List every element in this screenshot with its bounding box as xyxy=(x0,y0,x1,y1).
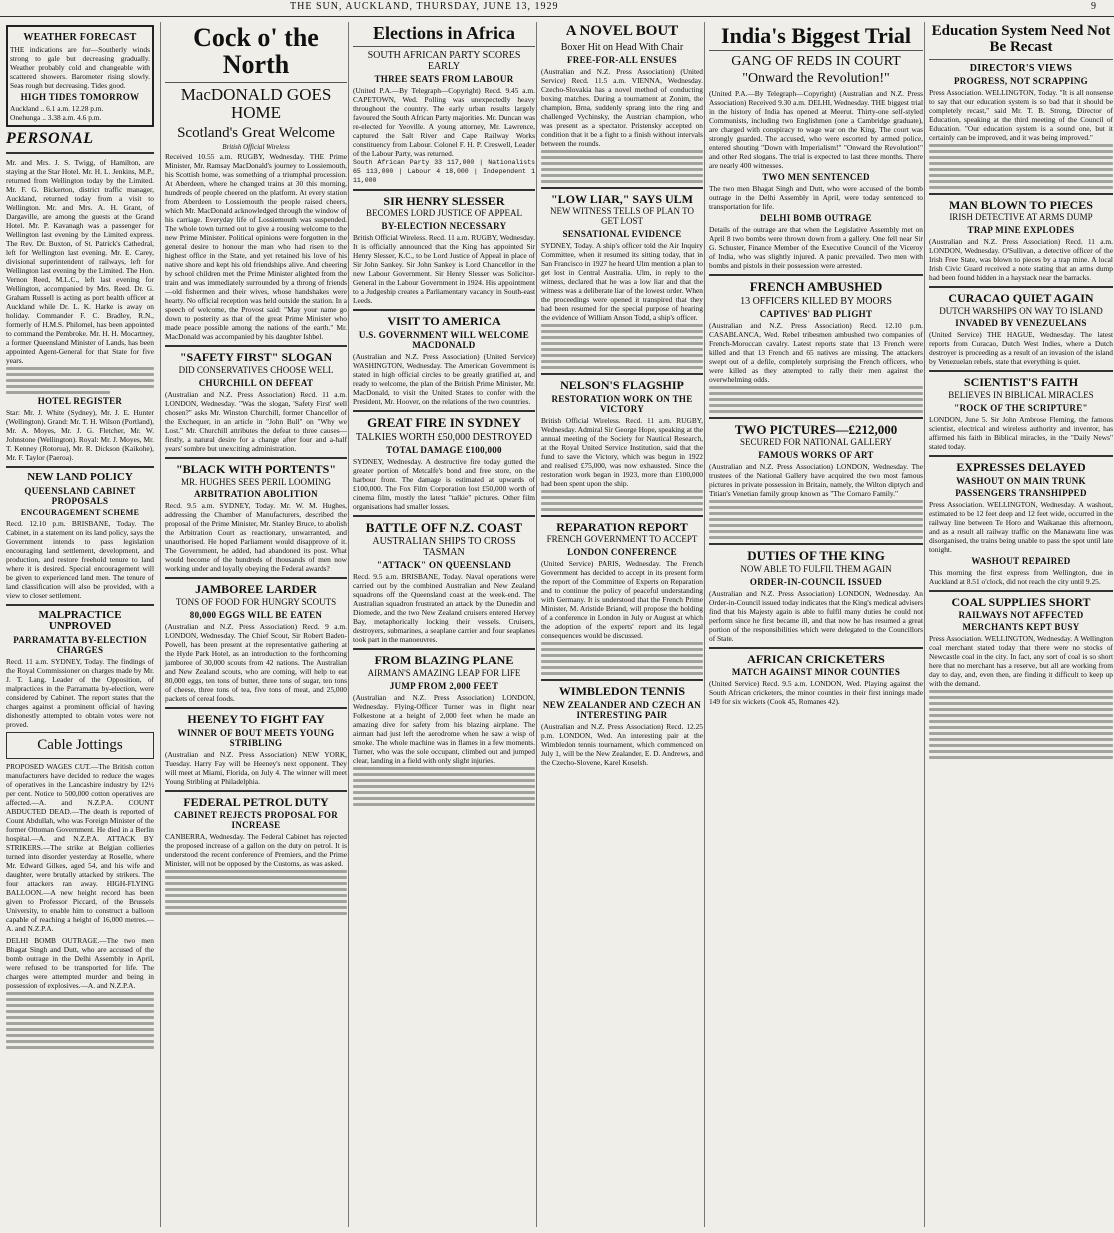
elections-table: South African Party 33 117,000 | Nationalists 65 113,000 | Labour 4 18,000 | Independent 1 11,000 xyxy=(353,158,535,184)
low-liar-headline: "LOW LIAR," SAYS ULM xyxy=(550,191,694,206)
visit-america-text: (Australian and N.Z. Press Association) (United Service) WASHINGTON, Wednesday. The American Government is stated in high official circles to be greatly gratified at, and ready to welcome, the plan of the British Prime Minister, Mr. MacDonald, to visit the United States to confer with the President, Mr. Hoover, on the relations of the two countries. xyxy=(353,351,535,406)
malpractice-text: Recd. 11 a.m. SYDNEY, Today. The findings of the Royal Commissioner on charges made by Mr. J. T. Lang, Leader of the Opposition, of malpractices in the Parramatta by-election, were considered by Cabinet. The report states that the charges against a prominent official of having dishonestly attempted to obtain votes were not proved. xyxy=(6,656,154,729)
slesser-sub2: BY-ELECTION NECESSARY xyxy=(381,221,507,232)
blazing-plane-sub: AIRMAN'S AMAZING LEAP FOR LIFE xyxy=(367,667,521,678)
column-6 xyxy=(924,22,1113,1227)
reparation-sub: FRENCH GOVERNMENT TO ACCEPT xyxy=(546,534,698,545)
india-trial-headline: India's Biggest Trial xyxy=(721,23,911,48)
safety-first-headline: "SAFETY FIRST" SLOGAN xyxy=(179,350,333,365)
cock-north-headline: Cock o' the North xyxy=(193,23,319,80)
slesser-text: British Official Wireless. Recd. 11 a.m. RUGBY, Wednesday. It is officially announced that the King has appointed Sir Henry Slesser, K.C., to be Lord Justice of Appeal in place of Sir John Sankey. Sir John Sankey is Lord Chancellor in the new Labour Government. Sir Henry Slesser was Solicitor-General in the Labour Government in 1924. His appointment to a Judgeship creates a Parliamentary vacancy in South-east Leeds. xyxy=(353,233,535,306)
two-pictures-text: (Australian and N.Z. Press Association) LONDON, Wednesday. The trustees of the National Gallery have acquired the two most famous pictures in private possession in Britain, namely, the Wilton diptych and Titian's Venetian family group known as "The Cornaro Family." xyxy=(709,462,923,499)
education-continued xyxy=(929,144,1113,189)
french-ambushed-sub2: CAPTIVES' BAD PLIGHT xyxy=(759,308,873,319)
tide-onehunga: Onehunga .. 3.38 a.m. 4.6 p.m. xyxy=(10,113,102,122)
heeney-headline: HEENEY TO FIGHT FAY xyxy=(187,711,325,726)
wimbledon-sub: NEW ZEALANDER AND CZECH AN INTERESTING PAIR xyxy=(542,699,702,720)
novel-bout-continued xyxy=(541,150,703,183)
petrol-sub: CABINET REJECTS PROPOSAL FOR INCREASE xyxy=(173,810,338,831)
elections-sub: SOUTH AFRICAN PARTY SCORES EARLY xyxy=(367,49,521,72)
macdonald-subhead: MacDONALD GOES HOME xyxy=(180,84,332,123)
india-trial-text: (United P.A.—By Telegraph—Copyright) (Australian and N.Z. Press Association) Received 9.30 a.m. DELHI, Wednesday. THE biggest trial in the history of India has opened at Meerut. Thirty-one self-styled Communists, including two Englishmen (one a Cambridge graduate), are charged with conspiracy to wage war on the King. The court was strongly guarded. The accused, who were escorted by armed police, entered shouting "Down with Imperialism!" "Onward the Revolution!" and other Red slogans. The trial is expected to last three months. There are nearly 400 witnesses. xyxy=(709,88,923,170)
coal-text: Press Association. WELLINGTON, Wednesday. A Wellington coal merchant stated today that there were no stocks of Newcastle coal in the city. In fact, any sort of coal is so short here that no merchant has a reserve, but all are working from day to day, and, even then, are finding it difficult to keep up with the demand. xyxy=(929,634,1113,689)
education-sub: DIRECTOR'S VIEWS xyxy=(969,62,1073,74)
jamboree-text: (Australian and N.Z. Press Association) Recd. 9 a.m. LONDON, Wednesday. The Chief Scout, Sir Robert Baden-Powell, has been present at the representative gathering at the Hyde Park Hotel, as an introduction to the forthcoming jamboree of 30,000 scouts from 42 nations. The Australian and New Zealand scouts, who are coming, will help to eat 80,000 eggs, ten tons of butter, three tons of sugar, ten tons of cheese, three tons of tea, five tons of meat, and 25,000 packets of cereal foods. xyxy=(165,621,347,703)
heeney-text: (Australian and N.Z. Press Association) NEW YORK, Tuesday. Harry Fay will be Heeney's next opponent. They will meet at Miami, Florida, on July 4. The winner will meet Young Stribling at Philadelphia. xyxy=(165,749,347,786)
slesser-headline: SIR HENRY SLESSER xyxy=(383,193,505,208)
washout-repaired-text: This morning the first express from Wellington, due in Auckland at 8.51 o'clock, did not reach the city until 9.25. xyxy=(929,567,1113,586)
nelson-flagship-headline: NELSON'S FLAGSHIP xyxy=(560,378,684,393)
malpractice-headline: MALPRACTICE UNPROVED xyxy=(38,608,122,633)
masthead-title: THE SUN, AUCKLAND, THURSDAY, JUNE 13, 1929 xyxy=(290,1,559,12)
safety-first-sub: DID CONSERVATIVES CHOOSE WELL xyxy=(178,365,334,376)
education-sub2: PROGRESS, NOT SCRAPPING xyxy=(953,75,1088,86)
portents-headline: "BLACK WITH PORTENTS" xyxy=(175,461,337,476)
man-blown-sub: IRISH DETECTIVE AT ARMS DUMP xyxy=(949,212,1093,223)
two-men-text: The two men Bhagat Singh and Dutt, who were accused of the bomb outrage in the Delhi Assembly in April, were today sentenced to transportation for life. xyxy=(709,183,923,211)
weather-text: THE indications are for—Southerly winds strong to gale but decreasing gradually. Weather probably cold and changeable with scattered showers. Barometer rising slowly. Seas rough but decreasing. Tides good. xyxy=(10,45,150,90)
reparation-continued xyxy=(541,642,703,675)
man-blown-sub2: TRAP MINE EXPLODES xyxy=(967,224,1075,235)
low-liar-sub2: SENSATIONAL EVIDENCE xyxy=(562,229,682,240)
african-cricketers-text: (United Service) Recd. 9.5 a.m. LONDON, Wed. Playing against the South African cricketers, the minor counties in their first innings made 149 for six wickets (Cook 45, Romanes 42). xyxy=(709,679,923,707)
battle-text: Recd. 9.5 a.m. BRISBANE, Today. Naval operations were carried out by the combined Australian and New Zealand squadrons off the Queensland coast at the week-end. The Australian squadron frustrated an attack by the Dunedin and Diomede, and the two New Zealand cruisers entered Hervey Bay, metaphorically locking their vessels. Cruisers, destroyers, submarines, a seaplane carrier and four seaplanes took part in the manoeuvres. xyxy=(353,572,535,645)
jamboree-sub2: 80,000 EGGS WILL BE EATEN xyxy=(189,609,323,620)
cable-jottings-box xyxy=(6,732,154,760)
coal-sub2: MERCHANTS KEPT BUSY xyxy=(962,622,1080,633)
elections-sub2: THREE SEATS FROM LABOUR xyxy=(374,73,514,84)
education-text: Press Association. WELLINGTON, Today. "It is all nonsense to say that our education system is so bad that it should be completely recast," said Mr. T. B. Strong, Director of Education, speaking at the third meeting of the Council of Education. "Our education system is a sound one, but it certainly can be improved, and it was being improved." xyxy=(929,87,1113,142)
india-trial-sub: GANG OF REDS IN COURT xyxy=(731,54,901,70)
reparation-text: (United Service) PARIS, Wednesday. The French Government has decided to accept in its present form the report of the Committee of Experts on Reparation and to continue the policy of peaceful understanding with Germany. It is understood that the French Prime Minister, M. Aristide Briand, will propose the holding of a conference in London in July or August at which the adoption of the experts' report and its legal consequences would be discussed. xyxy=(541,559,703,641)
reparation-sub2: LONDON CONFERENCE xyxy=(567,547,677,558)
personal-text-continued xyxy=(6,367,154,394)
washout-repaired-head: WASHOUT REPAIRED xyxy=(971,555,1071,566)
duties-king-text: (Australian and N.Z. Press Association) LONDON, Wednesday. An Order-in-Council issued today indicates that the King's medical advisers find that his Majesty again is able to fulfil many duties he could not perform since he first became ill, and that now he has resumed a great portion of the responsibilities which were delegated to the Councillors of State. xyxy=(709,588,923,643)
two-pictures-continued xyxy=(709,500,923,539)
land-policy-sub2: ENCOURAGEMENT SCHEME xyxy=(20,507,140,517)
french-ambushed-headline: FRENCH AMBUSHED xyxy=(749,278,883,294)
delhi-outrage-jotting: DELHI BOMB OUTRAGE.—The two men Bhagat Singh and Dutt, who are accused of the bomb outrage in the Delhi Assembly in April, were refused to be transported for life. The charges were attempted murder and being in possession of explosives.—A. and N.Z.P.A. xyxy=(6,936,154,991)
delhi-outrage-text: Details of the outrage are that when the Legislative Assembly met on April 8 two bombs were thrown down from a gallery. One fell near Sir G. Schuster, Finance Member of the Executive Council of the Viceroy of India, who was slightly injured. A panic prevailed. Two men with bombs and pistols in their possession were arrested. xyxy=(709,224,923,270)
novel-bout-sub: Boxer Hit on Head With Chair xyxy=(560,41,684,53)
column-1 xyxy=(6,22,154,1227)
fire-sydney-sub: TALKIES WORTH £50,000 DESTROYED xyxy=(355,431,533,443)
india-trial-sub2: "Onward the Revolution!" xyxy=(742,71,890,87)
petrol-text-continued xyxy=(165,870,347,915)
man-blown-headline: MAN BLOWN TO PIECES xyxy=(949,197,1093,212)
tide-auckland: Auckland .. 6.1 a.m. 12.28 p.m. xyxy=(10,104,104,113)
nelson-flagship-continued xyxy=(541,490,703,511)
french-ambushed-continued xyxy=(709,386,923,413)
education-headline: Education System Need Not Be Recast xyxy=(931,23,1111,55)
portents-sub2: ARBITRATION ABOLITION xyxy=(194,489,318,500)
slesser-sub: BECOMES LORD JUSTICE OF APPEAL xyxy=(365,208,523,219)
column-2 xyxy=(160,22,347,1227)
safety-first-text: (Australian and N.Z. Press Association) Recd. 11 a.m. LONDON, Wednesday. "Was the slogan, 'Safety First' well chosen?" asks Mr. Winston Churchill, former Chancellor of the Exchequer, in an article in "John Bull" on "Why we Lost." Mr. Churchill attributes the defeat to three causes—firstly, a natural desire for a change after four and a-half years' sombre but unexciting administration. xyxy=(165,389,347,453)
cable-jottings-title: Cable Jottings xyxy=(37,736,123,753)
african-cricketers-sub: MATCH AGAINST MINOR COUNTIES xyxy=(731,667,901,678)
cable-jottings-continued xyxy=(6,992,154,1049)
masthead xyxy=(0,0,1114,17)
novel-bout-headline: A NOVEL BOUT xyxy=(565,23,679,39)
malpractice-sub: PARRAMATTA BY-ELECTION CHARGES xyxy=(13,634,147,655)
blazing-plane-headline: FROM BLAZING PLANE xyxy=(374,653,514,668)
macdonald-dateline: British Official Wireless xyxy=(222,143,290,152)
fire-sydney-text: SYDNEY, Wednesday. A destructive fire today gutted the greater portion of Metcalfe's bond and free store, on the harbour front. The damage is estimated at upwards of £100,000. The Fox Film Corporation lost £50,000 worth of cinema film, mostly the latest "talkie" pictures. Other film organisations had smaller losses. xyxy=(353,456,535,511)
battle-sub2: "ATTACK" ON QUEENSLAND xyxy=(376,560,512,571)
scientist-sub2: "ROCK OF THE SCRIPTURE" xyxy=(954,402,1088,413)
battle-sub: AUSTRALIAN SHIPS TO CROSS TASMAN xyxy=(372,536,516,559)
scientist-sub: BELIEVES IN BIBLICAL MIRACLES xyxy=(948,390,1094,401)
column-4 xyxy=(536,22,703,1227)
portents-text: Recd. 9.5 a.m. SYDNEY, Today. Mr. W. M. Hughes, addressing the Chamber of Manufacturers, described the proposal of the Prime Minister, Mr. Stanley Bruce, to abolish the Arbitration Court as reactionary, unwarranted, and unauthorised. He hoped Parliament would disapprove of it. The Government, he added, had abandoned its post. What would become of the hundreds of thousands of men now working under and loyally obeying the Federal awards? xyxy=(165,501,347,574)
expresses-delayed-headline: EXPRESSES DELAYED xyxy=(956,459,1086,474)
african-cricketers-headline: AFRICAN CRICKETERS xyxy=(747,651,885,666)
reparation-headline: REPARATION REPORT xyxy=(556,519,688,534)
scotland-subhead: Scotland's Great Welcome xyxy=(177,124,335,141)
duties-king-headline: DUTIES OF THE KING xyxy=(747,548,885,564)
low-liar-continued xyxy=(541,324,703,369)
weather-title: WEATHER FORECAST xyxy=(23,32,137,43)
expresses-delayed-sub: WASHOUT ON MAIN TRUNK xyxy=(956,475,1086,486)
man-blown-text: (Australian and N.Z. Press Association) Recd. 11 a.m. LONDON, Wednesday. O'Sullivan, a detective officer of the Irish Free State, was blown to pieces by a trap mine. A local Irish Civic Guard received a note stating that an arms dump had been found hidden in a haystack near the barracks. xyxy=(929,236,1113,282)
jamboree-headline: JAMBOREE LARDER xyxy=(195,582,317,597)
expresses-delayed-text: Press Association. WELLINGTON, Wednesday. A washout, estimated to be 12 feet deep and 12 feet wide, occurred in the railway line between Te Horo and Waikanae this afternoon, and as a result all railway traffic on the Manawatu line was disorganised, the trains being unable to pass the spot until late tonight. xyxy=(929,499,1113,554)
visit-america-sub: U.S. GOVERNMENT WILL WELCOME MACDONALD xyxy=(358,329,530,350)
elections-text: (United P.A.—By Telegraph—Copyright) Recd. 9.45 a.m. CAPETOWN, Wed. Polling was unexpectedly heavy throughout the country. The early urban results largely favoured the South African Party majorities. Mr. Duncan was re-elected for Yeoville. A young attorney, Mr. Lawrence, captured the Salt River and Cape Railway Works constituency from Labour. Colonel F. H. P. Creswell, Leader of the Labour Party, was returned. xyxy=(353,85,535,158)
low-liar-sub: NEW WITNESS TELLS OF PLAN TO GET LOST xyxy=(550,206,694,227)
personal-title: PERSONAL xyxy=(6,130,94,147)
nelson-flagship-sub: RESTORATION WORK ON THE VICTORY xyxy=(551,393,693,414)
two-men-head: TWO MEN SENTENCED xyxy=(762,171,870,182)
nelson-flagship-text: British Official Wireless. Recd. 11 a.m. RUGBY, Wednesday. Admiral Sir George Hope, speaking at the annual meeting of the Society for Nautical Research, at the Royal United Service Institution, said that the fund to save the Victory, which was begun in 1922 and realised £75,000, was now exhausted. Since the restoration work began in 1923, more than £100,000 had been spent upon the ship. xyxy=(541,415,703,488)
column-3 xyxy=(348,22,535,1227)
column-5 xyxy=(704,22,923,1227)
novel-bout-sub2: FREE-FOR-ALL ENSUES xyxy=(567,54,677,65)
jamboree-sub: TONS OF FOOD FOR HUNGRY SCOUTS xyxy=(175,597,337,608)
duties-king-sub: NOW ABLE TO FULFIL THEM AGAIN xyxy=(740,563,892,574)
land-policy-headline: NEW LAND POLICY xyxy=(27,471,133,483)
petrol-text: CANBERRA, Wednesday. The Federal Cabinet has rejected the proposed increase of a gallon on the duty on petrol. It is understood the recent conference of Premiers, and the Prime Minister, will not be opposed by the Customs, as was asked. xyxy=(165,832,347,869)
two-pictures-sub: SECURED FOR NATIONAL GALLERY xyxy=(740,437,892,448)
hotel-register-title: HOTEL REGISTER xyxy=(37,396,123,406)
land-policy-sub: QUEENSLAND CABINET PROPOSALS xyxy=(24,485,136,506)
cable-jottings-text: PROPOSED WAGES CUT.—The British cotton manufacturers have decided to reduce the wages of operatives in the Lancashire industry by 12½ per cent. Notice to 500,000 cotton operatives are affected.—A. and N.Z.P.A. COUNT ABDUCTED DEAD.—The death is reported of Count Abdullah, who was Foreign Minister of the former Ottoman Government. He died in a Berlin hospital.—A. and N.Z.P.A. ATTACK BY STRIKERS.—The strike at Belgian collieries turned into disorder yesterday at Roselle, where Mr. Edward Gilkes, aged 54, and his wife and daughter, were brutally attacked by strikers. The four attackers ran away. HIGH-FLYING BALLOON.—A new height record has been given to Professor Piccard, of the Brussels University, to enable him to construct a balloon capable of reaching a height of 16,000 metres.—A. and N.Z.P.A. xyxy=(6,762,154,934)
land-policy-text: Recd. 12.10 p.m. BRISBANE, Today. The Cabinet, in a statement on its land policy, says the Government intends to pass legislation encouraging land settlement, development, and production, and restore freehold tenure to land where it is desired. Special encouragement will be given to experienced land men. The tenure of land classification will also be provided, with a view to closer settlement. xyxy=(6,518,154,600)
fire-sydney-sub2: TOTAL DAMAGE £100,000 xyxy=(386,444,502,455)
low-liar-text: SYDNEY, Today. A ship's officer told the Air Inquiry Committee, when it resumed its sitting today, that in San Francisco in 1927 he heard Ulm mention a plan to get lost in Central Australia. Ulm, in reply to the witness, declared that he was a low liar and that the witness was a deliberate liar of the lowest order. When the proceedings were opened it transpired that they had been resumed for the special purpose of hearing the evidence of William Anson Todd, a ship's officer. xyxy=(541,241,703,323)
expresses-delayed-sub2: PASSENGERS TRANSHIPPED xyxy=(955,487,1087,498)
scientist-headline: SCIENTIST'S FAITH xyxy=(963,375,1079,390)
duties-king-sub2: ORDER-IN-COUNCIL ISSUED xyxy=(749,576,883,587)
page-number: 9 xyxy=(1091,1,1096,12)
portents-sub: MR. HUGHES SEES PERIL LOOMING xyxy=(181,476,331,487)
french-ambushed-text: (Australian and N.Z. Press Association) Recd. 12.10 p.m. CASABLANCA, Wed. Rebel tribesmen ambushed two companies of French-Moroccan cavalry. Latest reports state that 13 French were killed and that 13 French and 65 natives are missing. The attackers swept out of a defile, completely surprising the French officers, who were killed as they attempted to rally their men against the overwhelming odds. xyxy=(709,320,923,384)
weather-forecast-box xyxy=(6,25,154,127)
personal-text: Mr. and Mrs. J. S. Twigg, of Hamilton, are staying at the Star Hotel. Mr. H. L. Jenkins, M.P., returned from Wellington today by the Limited. Mr. F. G. Bickerton, district traffic manager, Auckland, returned today from a visit to Wellington. Mr. and Mrs. A. H. Grant, of Dargaville, are among the guests at the Grand Hotel. Mr. P. Kavanagh was a passenger for Wellington last evening by the Limited express. The Rev. Dr. Buxton, of St. Patrick's Cathedral, left for Wellington last evening. Mr. E. Carey, divisional superintendent of railways, left for Wellington last evening by the Limited. The Hon. Vernon Reed, M.L.C., left last evening for Wellington, accompanied by Mrs. Reed. Dr. G. Graham Russell is acting as port health officer at Auckland while Dr. L. K. Harke is away on holiday. Commander F. C. Bradley, R.N., formerly of H.M.S. Philomel, has been appointed to command the Pembroke. Mr. H. H. Mocartney, a former Queensland Minister of Lands, has been appointed Agent-General for that State for five years. xyxy=(6,158,154,365)
two-pictures-sub2: FAMOUS WORKS OF ART xyxy=(758,450,874,461)
heeney-sub: WINNER OF BOUT MEETS YOUNG STRIBLING xyxy=(177,727,335,748)
petrol-headline: FEDERAL PETROL DUTY xyxy=(183,794,329,809)
macdonald-text: Received 10.55 a.m. RUGBY, Wednesday. THE Prime Minister, Mr. Ramsay MacDonald's journey to Lossiemouth, his Scottish home, was something of a triumphal procession. At Aberdeen, where he changed trains at 30 this morning, hundreds of people cheered on the platform. At every station from Aberdeen to Lossiemouth the people raised cheers, which Mr. MacDonald acknowledged through the window of his carriage. Everyday life of Lossiemouth was suspended. The whole town turned out to give a rousing welcome to the new Prime Minister. Political opinions were forgotten in the general desire to honour the man who had risen to the highest office in the State, and yet retained his love of his native shore and kept his old friendships alive. And cheering by school children met the Prime Minister alighted from the train and was immediately surrounded by a throng of friends—old fishermen and their wives, whose handshakes were hearty. No official reception was held outside the station. In a speech of welcome, the Provost said: "May your name go down to posterity as that of the great Prime Minister who made peace possible among the nations of the earth." Mr. MacDonald was accompanied by his daughter Ishbel. xyxy=(165,152,347,342)
safety-first-sub2: CHURCHILL ON DEFEAT xyxy=(198,377,314,388)
curacao-sub: DUTCH WARSHIPS ON WAY TO ISLAND xyxy=(939,305,1103,316)
coal-continued xyxy=(929,690,1113,759)
tides-title: HIGH TIDES TOMORROW xyxy=(20,92,140,102)
delhi-outrage-head: DELHI BOMB OUTRAGE xyxy=(760,212,872,223)
fire-sydney-headline: GREAT FIRE IN SYDNEY xyxy=(367,414,521,430)
scientist-text: LONDON, June 5. Sir John Ambrose Fleming, the famous scientist, electrical and wireless authority and inventor, has affirmed his faith in Biblical miracles, in the "Daily News" stated today. xyxy=(929,414,1113,451)
french-ambushed-sub: 13 OFFICERS KILLED BY MOORS xyxy=(740,295,892,307)
curacao-sub2: INVADED BY VENEZUELANS xyxy=(955,318,1087,329)
blazing-plane-text: (Australian and N.Z. Press Association) LONDON, Wednesday. Flying-Officer Turner was in flight near Folkestone at a height of 2,000 feet when he made an amazing dive for safety from his blazing airplane. The airman had just left the aerodrome when he saw a wisp of smoke. The whole machine was in flames in a few moments. Turner, who was the sole occupant, climbed out and jumped clear, landing in a field with only slight injuries. xyxy=(353,692,535,765)
wimbledon-headline: WIMBLEDON TENNIS xyxy=(558,684,686,699)
curacao-text: (United Service) THE HAGUE, Wednesday. The latest reports from Curacao, Dutch West Indies, where a Dutch destroyer is proceeding as a result of an invasion of the island by Venezuelan rebels, state that everything is quiet. xyxy=(929,330,1113,367)
elections-headline: Elections in Africa xyxy=(373,23,515,43)
curacao-headline: CURACAO QUIET AGAIN xyxy=(948,290,1094,305)
blazing-plane-sub2: JUMP FROM 2,000 FEET xyxy=(389,680,499,691)
hotel-register-text: Star: Mr. J. White (Sydney), Mr. J. E. Hunter (Wellington). Grand: Mr. T. H. Wilson (Portland), Mr. A. Moyes, Mr. J. G. Fletcher, Mr. W. Johnstone (Wellington). Royal: Mr. J. Moyes, Mr. T. Kenney (Rotorua), Mr. R. Dickson (Kaikohe), Mr. F. Taylor (Paeroa). xyxy=(6,408,154,462)
two-pictures-headline: TWO PICTURES—£212,000 xyxy=(734,421,898,437)
visit-america-headline: VISIT TO AMERICA xyxy=(387,314,501,329)
blazing-plane-continued xyxy=(353,767,535,806)
wimbledon-text: (Australian and N.Z. Press Association) Recd. 12.25 p.m. LONDON, Wed. An interesting pair at the Wimbledon tennis tournament, which commenced on July 1, will be the New Zealander, E. D. Andrews, and the Czecho-Slovene, Karel Koselsh. xyxy=(541,721,703,767)
battle-headline: BATTLE OFF N.Z. COAST xyxy=(365,519,523,535)
novel-bout-text: (Australian and N.Z. Press Association) (United Service) Recd. 11.5 a.m. VIENNA, Wednesday. Czecho-Slovakia has a novel method of conducting boxing matches. During a tournament at Zonim, the champion, Brna, suddenly sprang into the ring and challenged Vychinsky, the Austrian champion, who was present as a spectator. Pristensky accepted on condition that it be a fight to a finish without intervals between the rounds. xyxy=(541,66,703,148)
coal-headline: COAL SUPPLIES SHORT xyxy=(951,594,1091,609)
coal-sub: RAILWAYS NOT AFFECTED xyxy=(958,610,1084,621)
